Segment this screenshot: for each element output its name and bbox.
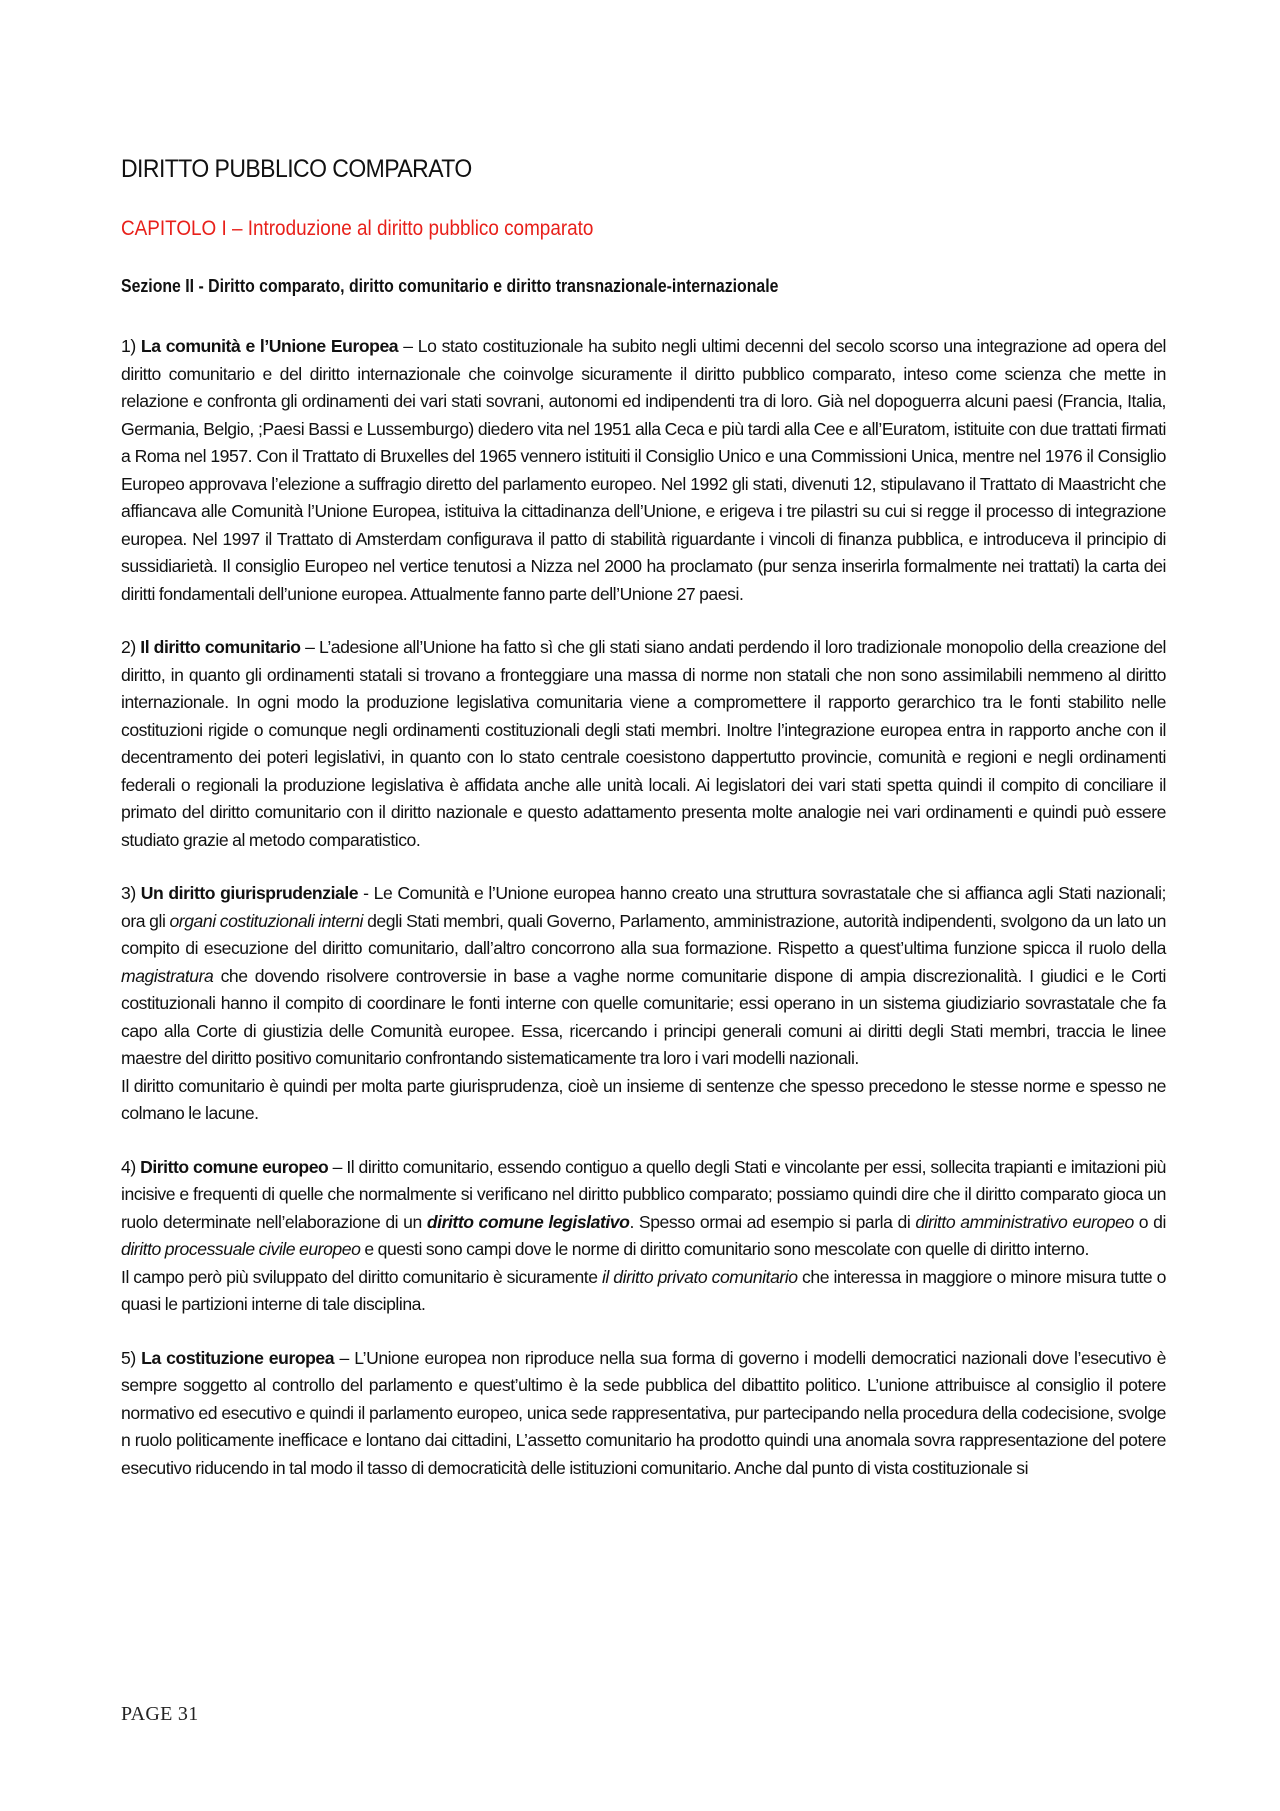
paragraph-heading: La costituzione europea xyxy=(141,1347,335,1368)
paragraph-heading: La comunità e l’Unione Europea xyxy=(140,336,399,356)
document-title: DIRITTO PUBBLICO COMPARATO xyxy=(121,155,472,183)
paragraph-heading: Un diritto giurisprudenziale xyxy=(140,883,359,903)
paragraph-1: 1) La comunità e l’Unione Europea – Lo stato costituzionale ha subito negli ultimi decenni del secolo scorso una integrazione ad opera del diritto comunitario e del diritto internazionale che coinvolge sicuramente il diritto pubblico comparato, inteso come scienza che mette in relazione e confronta gli ordinamenti dei vari stati sovrani, autonomi ed indipendenti tra di loro. Già nel dopoguerra alcuni paesi (Francia, Italia, Germania, Belgio, ;Paesi Bassi e Lussemburgo) diedero vita nel 1951 alla Ceca e più tardi alla Cee e all’Euratom, istituite con due trattati firmati a Roma nel 1957. Con il Trattato di Bruxelles del 1965 vennero istituiti il Consiglio Unico e una Commissioni Unica, mentre nel 1976 il Consiglio Europeo approvava l’elezione a suffragio diretto del parlamento europeo. Nel 1992 gli stati, divenuti 12, stipulavano il Trattato di Maastricht che affiancava alle Comunità l’Unione Europea, istituiva la cittadinanza dell’Unione, e erigeva i tre pilastri su cui si regge il processo di integrazione europea. Nel 1997 il Trattato di Amsterdam configurava il patto di stabilità riguardante i vincoli di finanza pubblica, e introduceva il principio di sussidiarietà. Il consiglio Europeo nel vertice tenutosi a Nizza nel 2000 ha proclamato (pur senza inserirla formalmente nei trattati) la carta dei diritti fondamentali dell’unione europea. Attualmente fanno parte dell’Unione 27 paesi. xyxy=(121,336,1166,604)
paragraph-text: L’adesione all’Unione ha fatto sì che gli stati siano andati perdendo il loro tradizionale monopolio della creazione del diritto, in quanto gli ordinamenti statali si trovano a fronteggiare una massa di norme non statali che non sono assimilabili nemmeno al diritto internazionale. In ogni modo la produzione legislativa comunitaria viene a compromettere il rapporto gerarchico tra le fonti stabilito nelle costituzioni rigide o comunque negli ordinamenti costituzionali degli stati membri. Inoltre l’integrazione europea entra in rapporto anche con il decentramento dei poteri legislativi, in quanto con lo stato centrale coesistono dappertutto provincie, comunità e regioni e negli ordinamenti federali o regionali la produzione legislativa è affidata anche alle unità locali. Ai legislatori dei vari stati spetta quindi il compito di conciliare il primato del diritto comunitario con il diritto nazionale e questo adattamento presenta molte analogie nei vari ordinamenti e quindi può essere studiato grazie al metodo comparatistico. xyxy=(121,637,1166,850)
paragraph-continuation: Il campo però più sviluppato del diritto comunitario è sicuramente il diritto privato comunitario che interessa in maggiore o minore misura tutte o quasi le partizioni interne di tale disciplina. xyxy=(121,1266,1166,1314)
document-body xyxy=(121,333,1166,1508)
italic-term: diritto amministrativo europeo xyxy=(915,1211,1134,1232)
paragraph-number: 5) xyxy=(121,1347,136,1368)
paragraph-3: 3) Un diritto giurisprudenziale - Le Comunità e l’Unione europea hanno creato una struttura sovrastatale che si affianca agli Stati nazionali; ora gli organi costituzionali interni degli Stati membri, quali Governo, Parlamento, amministrazione, autorità indipendenti, svolgono da un lato un compito di esecuzione del diritto comunitario, dall’altro concorrono alla sua formazione. Rispetto a quest’ultima funzione spicca il ruolo della magistratura che dovendo risolvere controversie in base a vaghe norme comunitarie dispone di ampia discrezionalità. I giudici e le Corti costituzionali hanno il compito di coordinare le fonti interne con quelle comunitarie; essi operano in un sistema giudiziario sovrastatale che fa capo alla Corte di giustizia delle Comunità europee. Essa, ricercando i principi generali comuni ai diritti degli Stati membri, traccia le linee maestre del diritto positivo comunitario confrontando sistematicamente tra loro i vari modelli nazionali. Il diritto comunitario è quindi per molta parte giurisprudenza, cioè un insieme di sentenze che spesso precedono le stesse norme e spesso ne colmano le lacune. xyxy=(121,880,1166,1128)
paragraph-number: 2) xyxy=(121,637,136,657)
italic-term: il diritto privato comunitario xyxy=(601,1266,798,1287)
italic-term: organi costituzionali interni xyxy=(169,910,364,931)
paragraph-continuation: Il diritto comunitario è quindi per molta parte giurisprudenza, cioè un insieme di sentenze che spesso precedono le stesse norme e spesso ne colmano le lacune. xyxy=(121,1075,1166,1123)
paragraph-2: 2) Il diritto comunitario – L’adesione all’Unione ha fatto sì che gli stati siano andati perdendo il loro tradizionale monopolio della creazione del diritto, in quanto gli ordinamenti statali si trovano a fronteggiare una massa di norme non statali che non sono assimilabili nemmeno al diritto internazionale. In ogni modo la produzione legislativa comunitaria viene a compromettere il rapporto gerarchico tra le fonti stabilito nelle costituzioni rigide o comunque negli ordinamenti costituzionali degli stati membri. Inoltre l’integrazione europea entra in rapporto anche con il decentramento dei poteri legislativi, in quanto con lo stato centrale coesistono dappertutto provincie, comunità e regioni e negli ordinamenti federali o regionali la produzione legislativa è affidata anche alle unità locali. Ai legislatori dei vari stati spetta quindi il compito di conciliare il primato del diritto comunitario con il diritto nazionale e questo adattamento presenta molte analogie nei vari ordinamenti e quindi può essere studiato grazie al metodo comparatistico. xyxy=(121,637,1166,850)
italic-term: magistratura xyxy=(121,965,214,986)
bold-italic-term: diritto comune legislativo xyxy=(426,1211,630,1232)
paragraph-heading: Il diritto comunitario xyxy=(140,637,301,657)
paragraph-number: 4) xyxy=(121,1156,141,1177)
paragraph-number: 1) xyxy=(121,336,136,356)
page-number: PAGE 31 xyxy=(121,1703,199,1725)
chapter-title: CAPITOLO I – Introduzione al diritto pubblico comparato xyxy=(121,217,594,240)
paragraph-number: 3) xyxy=(121,883,136,903)
paragraph-4: 4) Diritto comune europeo – Il diritto comunitario, essendo contiguo a quello degli Stati e vincolante per essi, sollecita trapianti e imitazioni più incisive e frequenti di quelle che normalmente si verificano nel diritto pubblico comparato; possiamo quindi dire che il diritto comparato gioca un ruolo determinate nell’elaborazione di un diritto comune legislativo. Spesso ormai ad esempio si parla di diritto amministrativo europeo o di diritto processuale civile europeo e questi sono campi dove le norme di diritto comunitario sono mescolate con quelle di diritto interno. Il campo però più sviluppato del diritto comunitario è sicuramente il diritto privato comunitario che interessa in maggiore o minore misura tutte o quasi le partizioni interne di tale disciplina. xyxy=(121,1154,1166,1319)
paragraph-text: L’Unione europea non riproduce nella sua forma di governo i modelli democratici nazionali dove l’esecutivo è sempre soggetto al controllo del parlamento e quest’ultimo è la sede pubblica del dibattito politico. L’unione attribuisce al consiglio il potere normativo ed esecutivo e quindi il parlamento europeo, unica sede rappresentativa, pur partecipando nella procedura della codecisione, svolge n ruolo politicamente inefficace e lontano dai cittadini, L’assetto comunitario ha prodotto quindi una anomala sovra rappresentazione del potere esecutivo riducendo in tal modo il tasso di democraticità delle istituzioni comunitario. Anche dal punto di vista costituzionale si xyxy=(121,1347,1166,1478)
paragraph-text: Le Comunità e l’Unione europea hanno creato una struttura sovrastatale che si affianca agli Stati nazionali; ora gli xyxy=(121,883,1166,931)
paragraph-text: Lo stato costituzionale ha subito negli ultimi decenni del secolo scorso una integrazione ad opera del diritto comunitario e del diritto internazionale che coinvolge sicuramente il diritto pubblico comparato, inteso come scienza che mette in relazione e confronta gli ordinamenti dei vari stati sovrani, autonomi ed indipendenti tra di loro. Già nel dopoguerra alcuni paesi (Francia, Italia, Germania, Belgio, ;Paesi Bassi e Lussemburgo) diedero vita nel 1951 alla Ceca e più tardi alla Cee e all’Euratom, istituite con due trattati firmati a Roma nel 1957. Con il Trattato di Bruxelles del 1965 vennero istituiti il Consiglio Unico e una Commissioni Unica, mentre nel 1976 il Consiglio Europeo approvava l’elezione a suffragio diretto del parlamento europeo. Nel 1992 gli stati, divenuti 12, stipulavano il Trattato di Maastricht che affiancava alle Comunità l’Unione Europea, istituiva la cittadinanza dell’Unione, e erigeva i tre pilastri su cui si regge il processo di integrazione europea. Nel 1997 il Trattato di Amsterdam configurava il patto di stabilità riguardante i vincoli di finanza pubblica, e introduceva il principio di sussidiarietà. Il consiglio Europeo nel vertice tenutosi a Nizza nel 2000 ha proclamato (pur senza inserirla formalmente nei trattati) la carta dei diritti fondamentali dell’unione europea. Attualmente fanno parte dell’Unione 27 paesi. xyxy=(121,336,1166,604)
paragraph-5: 5) La costituzione europea – L’Unione europea non riproduce nella sua forma di governo i modelli democratici nazionali dove l’esecutivo è sempre soggetto al controllo del parlamento e quest’ultimo è la sede pubblica del dibattito politico. L’unione attribuisce al consiglio il potere normativo ed esecutivo e quindi il parlamento europeo, unica sede rappresentativa, pur partecipando nella procedura della codecisione, svolge n ruolo politicamente inefficace e lontano dai cittadini, L’assetto comunitario ha prodotto quindi una anomala sovra rappresentazione del potere esecutivo riducendo in tal modo il tasso di democraticità delle istituzioni comunitario. Anche dal punto di vista costituzionale si xyxy=(121,1347,1166,1478)
italic-term: diritto processuale civile europeo xyxy=(121,1239,361,1259)
paragraph-text: Il diritto comunitario, essendo contiguo a quello degli Stati e vincolante per essi, sollecita trapianti e imitazioni più incisive e frequenti di quelle che normalmente si verificano nel diritto pubblico comparato; possiamo quindi dire che il diritto comparato gioca un ruolo determinate nell’elaborazione di un xyxy=(121,1156,1166,1232)
paragraph-heading: Diritto comune europeo xyxy=(140,1156,329,1177)
section-title: Sezione II - Diritto comparato, diritto comunitario e diritto transnazionale-internazionale xyxy=(121,276,779,296)
